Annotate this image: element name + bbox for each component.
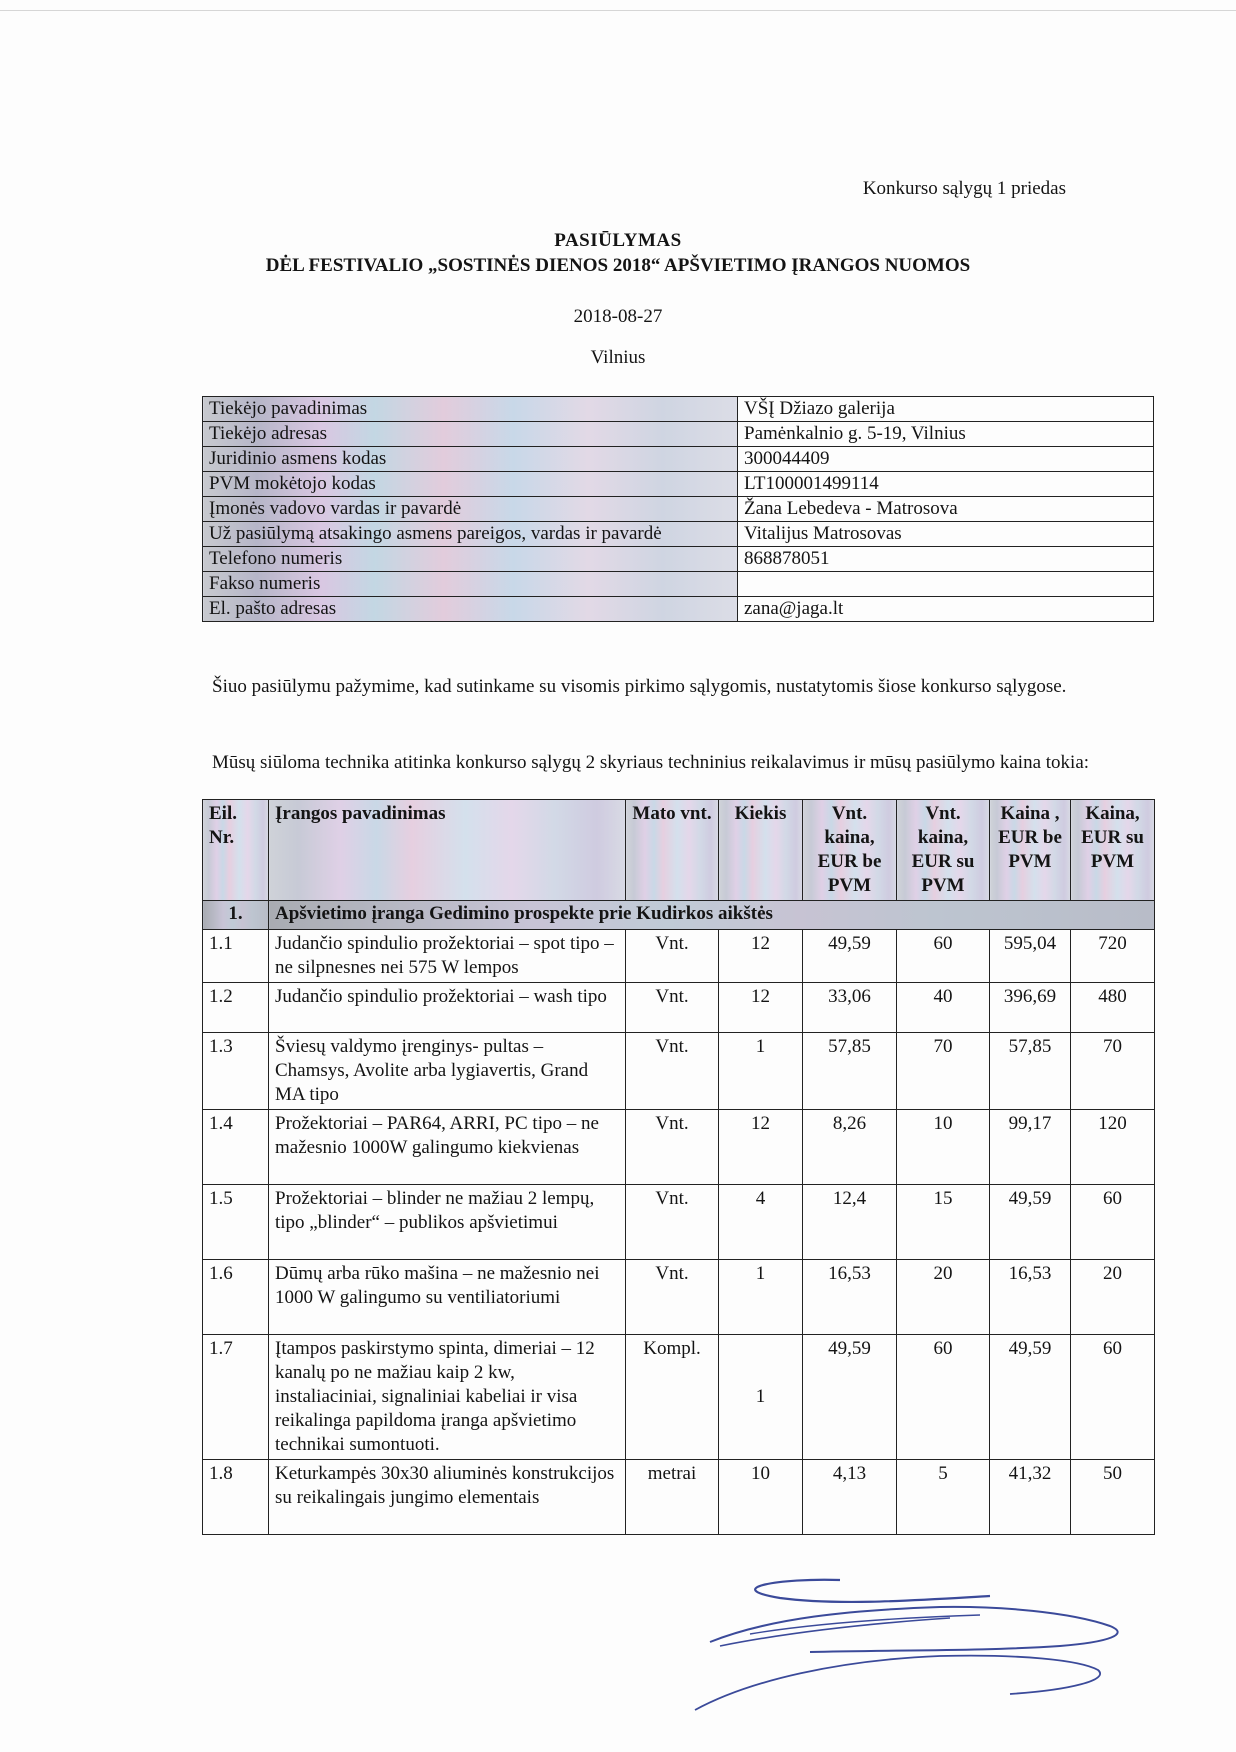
row-total-inc: 120 (1071, 1110, 1155, 1185)
row-unit-price-inc: 15 (897, 1185, 990, 1260)
row-unit-price-ex: 4,13 (803, 1460, 897, 1535)
row-no: 1.6 (203, 1260, 269, 1335)
row-unit: Vnt. (626, 1110, 719, 1185)
info-value: Vitalijus Matrosovas (738, 522, 1154, 547)
table-row (203, 1335, 1155, 1460)
header-unit: Mato vnt. (626, 800, 719, 901)
info-value (738, 572, 1154, 597)
row-qty: 12 (719, 930, 803, 983)
row-name: Šviesų valdymo įrenginys- pultas – Chamsys, Avolite arba lygiavertis, Grand MA tipo (269, 1033, 626, 1110)
info-row (203, 547, 1154, 572)
row-unit-price-ex: 33,06 (803, 983, 897, 1033)
supplier-info-table (202, 396, 1154, 622)
price-intro-paragraph: Mūsų siūloma technika atitinka konkurso sąlygų 2 skyriaus techninius reikalavimus ir mūsų pasiūlymo kaina tokia: (212, 752, 1090, 773)
row-unit-price-inc: 5 (897, 1460, 990, 1535)
info-label: Tiekėjo pavadinimas (203, 397, 738, 422)
info-value: LT100001499114 (738, 472, 1154, 497)
row-total-ex: 57,85 (990, 1033, 1071, 1110)
info-label: Telefono numeris (203, 547, 738, 572)
row-name: Dūmų arba rūko mašina – ne mažesnio nei 1000 W galingumo su ventiliatoriumi (269, 1260, 626, 1335)
row-unit: Vnt. (626, 1260, 719, 1335)
row-unit-price-inc: 60 (897, 930, 990, 983)
row-unit: metrai (626, 1460, 719, 1535)
info-row (203, 497, 1154, 522)
table-row (203, 983, 1155, 1033)
row-qty: 4 (719, 1185, 803, 1260)
row-total-ex: 49,59 (990, 1335, 1071, 1460)
table-row (203, 1260, 1155, 1335)
table-row (203, 1110, 1155, 1185)
row-name: Judančio spindulio prožektoriai – spot tipo – ne silpnesnes nei 575 W lempos (269, 930, 626, 983)
info-row (203, 522, 1154, 547)
table-row (203, 1033, 1155, 1110)
info-row (203, 572, 1154, 597)
row-unit-price-inc: 70 (897, 1033, 990, 1110)
row-unit: Vnt. (626, 983, 719, 1033)
row-no: 1.5 (203, 1185, 269, 1260)
row-unit: Vnt. (626, 930, 719, 983)
row-qty: 1 (719, 1033, 803, 1110)
header-name: Įrangos pavadinimas (269, 800, 626, 901)
row-total-ex: 99,17 (990, 1110, 1071, 1185)
row-unit: Kompl. (626, 1335, 719, 1460)
row-qty: 1 (719, 1260, 803, 1335)
row-qty: 10 (719, 1460, 803, 1535)
row-total-inc: 70 (1071, 1033, 1155, 1110)
row-unit-price-inc: 10 (897, 1110, 990, 1185)
info-row (203, 472, 1154, 497)
document-city: Vilnius (590, 347, 646, 368)
row-total-ex: 595,04 (990, 930, 1071, 983)
info-value: Pamėnkalnio g. 5-19, Vilnius (738, 422, 1154, 447)
row-unit: Vnt. (626, 1185, 719, 1260)
info-value: Žana Lebedeva - Matrosova (738, 497, 1154, 522)
row-unit-price-ex: 16,53 (803, 1260, 897, 1335)
agreement-paragraph: Šiuo pasiūlymu pažymime, kad sutinkame su visomis pirkimo sąlygomis, nustatytomis šiose konkurso sąlygose. (212, 676, 1067, 697)
row-qty: 12 (719, 983, 803, 1033)
info-row (203, 397, 1154, 422)
top-rule (0, 10, 1236, 11)
row-unit-price-inc: 40 (897, 983, 990, 1033)
document-title: PASIŪLYMAS (554, 230, 682, 251)
document-date: 2018-08-27 (573, 306, 663, 327)
row-total-inc: 20 (1071, 1260, 1155, 1335)
row-no: 1.1 (203, 930, 269, 983)
header-total-inc: Kaina, EUR su PVM (1071, 800, 1155, 901)
row-unit: Vnt. (626, 1033, 719, 1110)
signature (690, 1560, 1130, 1720)
section-row (203, 901, 1155, 930)
row-unit-price-inc: 20 (897, 1260, 990, 1335)
header-unit-price-ex: Vnt. kaina, EUR be PVM (803, 800, 897, 901)
row-no: 1.3 (203, 1033, 269, 1110)
row-total-inc: 60 (1071, 1185, 1155, 1260)
row-total-ex: 396,69 (990, 983, 1071, 1033)
row-unit-price-ex: 49,59 (803, 1335, 897, 1460)
row-unit-price-inc: 60 (897, 1335, 990, 1460)
info-value: 868878051 (738, 547, 1154, 572)
info-value: zana@jaga.lt (738, 597, 1154, 622)
info-label: Tiekėjo adresas (203, 422, 738, 447)
info-row (203, 447, 1154, 472)
row-name: Keturkampės 30x30 aliuminės konstrukcijos su reikalingais jungimo elementais (269, 1460, 626, 1535)
row-no: 1.7 (203, 1335, 269, 1460)
row-no: 1.4 (203, 1110, 269, 1185)
row-qty: 12 (719, 1110, 803, 1185)
row-total-ex: 16,53 (990, 1260, 1071, 1335)
info-label: Už pasiūlymą atsakingo asmens pareigos, vardas ir pavardė (203, 522, 738, 547)
info-label: Juridinio asmens kodas (203, 447, 738, 472)
table-row (203, 1460, 1155, 1535)
header-unit-price-inc: Vnt. kaina, EUR su PVM (897, 800, 990, 901)
row-total-inc: 720 (1071, 930, 1155, 983)
row-unit-price-ex: 8,26 (803, 1110, 897, 1185)
row-total-ex: 49,59 (990, 1185, 1071, 1260)
info-row (203, 422, 1154, 447)
row-name: Įtampos paskirstymo spinta, dimeriai – 12 kanalų po ne mažiau kaip 2 kw, instaliaciniai, signaliniai kabeliai ir visa reikalinga papildoma įranga apšvietimo technikai sumontuoti. (269, 1335, 626, 1460)
row-unit-price-ex: 12,4 (803, 1185, 897, 1260)
table-row (203, 1185, 1155, 1260)
row-name: Prožektoriai – blinder ne mažiau 2 lempų, tipo „blinder“ – publikos apšvietimui (269, 1185, 626, 1260)
row-no: 1.2 (203, 983, 269, 1033)
row-total-inc: 480 (1071, 983, 1155, 1033)
info-row (203, 597, 1154, 622)
row-total-inc: 50 (1071, 1460, 1155, 1535)
row-qty: 1 (719, 1335, 803, 1460)
info-label: PVM mokėtojo kodas (203, 472, 738, 497)
info-label: Įmonės vadovo vardas ir pavardė (203, 497, 738, 522)
info-value: VŠĮ Džiazo galerija (738, 397, 1154, 422)
info-value: 300044409 (738, 447, 1154, 472)
row-total-inc: 60 (1071, 1335, 1155, 1460)
header-no: Eil. Nr. (203, 800, 269, 901)
header-qty: Kiekis (719, 800, 803, 901)
row-unit-price-ex: 57,85 (803, 1033, 897, 1110)
table-header-row (203, 800, 1155, 901)
info-label: Fakso numeris (203, 572, 738, 597)
row-total-ex: 41,32 (990, 1460, 1071, 1535)
row-name: Prožektoriai – PAR64, ARRI, PC tipo – ne mažesnio 1000W galingumo kiekvienas (269, 1110, 626, 1185)
section-title: Apšvietimo įranga Gedimino prospekte prie Kudirkos aikštės (269, 901, 1155, 930)
price-table (202, 799, 1155, 1535)
section-no: 1. (203, 901, 269, 930)
header-total-ex: Kaina , EUR be PVM (990, 800, 1071, 901)
row-no: 1.8 (203, 1460, 269, 1535)
info-label: El. pašto adresas (203, 597, 738, 622)
row-unit-price-ex: 49,59 (803, 930, 897, 983)
document-subtitle: DĖL FESTIVALIO „SOSTINĖS DIENOS 2018“ APŠVIETIMO ĮRANGOS NUOMOS (265, 255, 971, 276)
table-row (203, 930, 1155, 983)
annex-label: Konkurso sąlygų 1 priedas (862, 178, 1066, 199)
row-name: Judančio spindulio prožektoriai – wash tipo (269, 983, 626, 1033)
